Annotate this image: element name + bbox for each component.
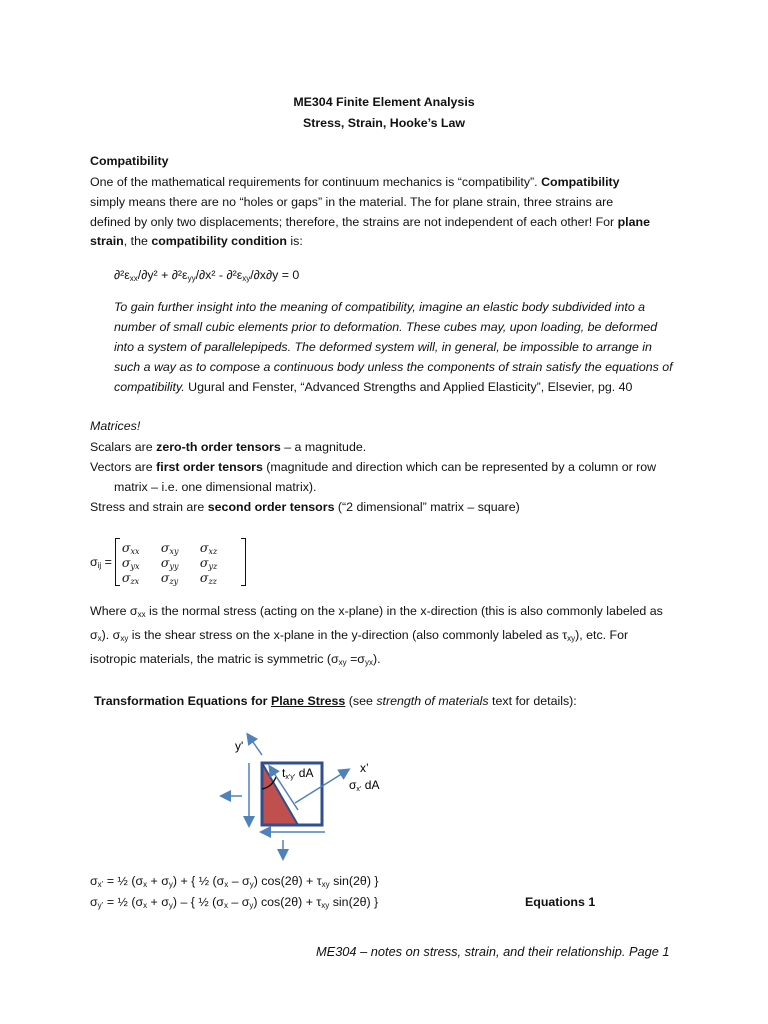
sub: xx — [137, 610, 146, 619]
sub: zx — [130, 576, 140, 586]
p: sin(2θ) } — [329, 874, 379, 888]
quote-line: into a system of parallelepipeds. The deformed system will, in general, be impossible to arrange in — [114, 340, 652, 354]
s: xy — [321, 901, 330, 910]
paragraph-line — [90, 499, 520, 515]
s: xy — [321, 880, 330, 889]
matrix-lhs — [90, 555, 112, 569]
sub: x’ — [356, 786, 362, 793]
s: x — [143, 880, 148, 889]
compatibility-equation — [114, 267, 299, 283]
paragraph-line: matrix – i.e. one dimensional matrix). — [114, 480, 317, 494]
right-bracket — [241, 538, 246, 586]
p: + σ — [147, 874, 169, 888]
sigma: σ — [121, 569, 131, 585]
text: Scalars are — [90, 440, 157, 454]
sub: xy — [169, 546, 179, 556]
equation-sigma-y-prime — [90, 894, 378, 910]
sub: xx — [130, 546, 140, 556]
y-prime-arrow — [248, 735, 262, 755]
paragraph-line — [90, 603, 663, 619]
sigma: σ — [90, 555, 98, 569]
eq-sub: xy — [242, 274, 251, 283]
s: x’ — [97, 880, 104, 889]
text-bold: compatibility condition — [151, 234, 287, 248]
text: (see — [345, 694, 377, 708]
text: text for details): — [488, 694, 577, 708]
sigma: σ — [121, 539, 131, 555]
y-prime-label: y' — [235, 739, 244, 753]
dA: dA — [295, 766, 314, 780]
normal-stress-label — [349, 778, 379, 793]
equation-sigma-x-prime — [90, 873, 379, 889]
matrix-cell — [161, 555, 200, 570]
text: =σ — [346, 652, 365, 666]
sigma: σ — [199, 569, 209, 585]
citation: Ugural and Fenster, “Advanced Strengths and Applied Elasticity”, Elsevier, pg. 40 — [184, 380, 633, 394]
sigma: σ — [349, 778, 357, 792]
matrix-cell — [161, 540, 200, 555]
quote-line: To gain further insight into the meaning of compatibility, imagine an elastic body subdivided into a — [114, 300, 646, 314]
sub: x — [97, 634, 102, 643]
page-footer: ME304 – notes on stress, strain, and their relationship. Page 1 — [316, 944, 670, 959]
eq-part: /∂y² + ∂²ε — [137, 268, 188, 282]
matrix-cell — [200, 540, 239, 555]
matrix-cell — [122, 555, 161, 570]
sigma: σ — [199, 554, 209, 570]
text: Where σ — [90, 604, 138, 618]
p: ) cos(2θ) + τ — [253, 895, 322, 909]
p: sin(2θ) } — [329, 895, 379, 909]
eq-part: /∂x² - ∂²ε — [195, 268, 243, 282]
text: Vectors are — [90, 460, 157, 474]
sub: x’y’ — [285, 774, 296, 781]
sub: yz — [208, 561, 218, 571]
x-prime-label: x’ — [360, 761, 369, 775]
sub: xz — [208, 546, 218, 556]
sub: zz — [208, 576, 217, 586]
text: is the normal stress (acting on the x-plane) in the x-direction (this is also commonly labeled as — [145, 604, 663, 618]
text: is the shear stress on the x-plane in the y-direction (also commonly labeled as τ — [128, 628, 568, 642]
sigma: σ — [121, 554, 131, 570]
sigma: σ — [160, 539, 170, 555]
matrix-cell — [122, 570, 161, 585]
text: σ — [90, 628, 98, 642]
dA: dA — [361, 778, 380, 792]
matrix-cells — [120, 540, 241, 585]
p: – σ — [227, 895, 250, 909]
paragraph-line — [90, 627, 628, 643]
shear-label — [282, 766, 313, 781]
quote-line: such a way as to compose a continuous body unless the components of strain satisfy the equations of — [114, 360, 673, 374]
matrix-cell — [161, 570, 200, 585]
section-heading-compatibility: Compatibility — [90, 154, 169, 168]
s: y — [249, 901, 254, 910]
text: ). σ — [101, 628, 121, 642]
sub: ij — [97, 561, 102, 570]
sigma: σ — [160, 554, 170, 570]
eq-part: ∂²ε — [114, 268, 130, 282]
matrix-cell — [122, 540, 161, 555]
stress-tensor-matrix — [90, 538, 246, 586]
sub: yx — [364, 658, 373, 667]
sigma: σ — [199, 539, 209, 555]
text-bold: strain — [90, 234, 124, 248]
text: Stress and strain are — [90, 500, 208, 514]
sigma: σ — [160, 569, 170, 585]
paragraph-line — [90, 174, 620, 190]
text: (“2 dimensional” matrix – square) — [334, 500, 520, 514]
s: y — [168, 880, 173, 889]
sub: xy — [338, 658, 347, 667]
sub: zy — [169, 576, 179, 586]
text: , the — [123, 234, 152, 248]
text: ), etc. For — [575, 628, 629, 642]
document-title: ME304 Finite Element Analysis — [293, 95, 475, 109]
text-bold: zero-th order tensors — [156, 440, 281, 454]
text-italic: strength of materials — [376, 694, 489, 708]
eq-sub: xx — [129, 274, 138, 283]
text-bold: plane — [617, 215, 650, 229]
s: x — [224, 880, 229, 889]
p: σ — [90, 895, 98, 909]
p: σ — [90, 874, 98, 888]
s: x — [223, 901, 228, 910]
t: t — [282, 766, 286, 780]
s: y — [249, 880, 254, 889]
paragraph-line: simply means there are no “holes or gaps” in the material. The for plane strain, three strains are — [90, 195, 614, 209]
p: – σ — [228, 874, 250, 888]
s: y — [168, 901, 173, 910]
text-bold: first order tensors — [156, 460, 263, 474]
text: – a magnitude. — [280, 440, 367, 454]
s: x — [143, 901, 148, 910]
section-heading-transformation — [94, 693, 577, 709]
text-bold: second order tensors — [207, 500, 335, 514]
paragraph-line — [90, 651, 381, 667]
text: ). — [372, 652, 381, 666]
p: ) + { ½ (σ — [172, 874, 225, 888]
text: (magnitude and direction which can be represented by a column or row — [262, 460, 657, 474]
sub: xy — [567, 634, 576, 643]
text: is: — [286, 234, 303, 248]
paragraph-line — [90, 214, 650, 230]
text-bold-underline: Plane Stress — [270, 694, 346, 708]
text: isotropic materials, the matric is symmetric (σ — [90, 652, 339, 666]
matrix-cell — [200, 570, 239, 585]
text: One of the mathematical requirements for continuum mechanics is “compatibility”. — [90, 175, 542, 189]
s: y’ — [97, 901, 104, 910]
equations-label: Equations 1 — [525, 895, 596, 909]
text: defined by only two displacements; therefore, the strains are not independent of each other! For — [90, 215, 618, 229]
text-italic: compatibility. — [114, 380, 185, 394]
p: = ½ (σ — [103, 874, 144, 888]
sub: yy — [169, 561, 179, 571]
document-subtitle: Stress, Strain, Hooke’s Law — [302, 116, 466, 130]
quote-citation — [114, 379, 632, 395]
p: ) – { ½ (σ — [172, 895, 224, 909]
sub: yx — [130, 561, 140, 571]
sub: xy — [120, 634, 129, 643]
text-bold: Transformation Equations for — [94, 694, 271, 708]
p: = ½ (σ — [103, 895, 144, 909]
section-heading-matrices: Matrices! — [90, 419, 141, 433]
eq-sub: yy — [187, 274, 196, 283]
p: + σ — [147, 895, 169, 909]
paragraph-line — [90, 233, 303, 249]
p: ) cos(2θ) + τ — [253, 874, 322, 888]
equals: = — [101, 555, 112, 569]
paragraph-line — [90, 439, 366, 455]
matrix-cell — [200, 555, 239, 570]
paragraph-line — [90, 459, 656, 475]
quote-line: number of small cubic elements prior to deformation. These cubes may, upon loading, be deformed — [114, 320, 658, 334]
text-bold: Compatibility — [541, 175, 620, 189]
eq-part: /∂x∂y = 0 — [250, 268, 300, 282]
plane-stress-element-diagram — [200, 725, 420, 865]
